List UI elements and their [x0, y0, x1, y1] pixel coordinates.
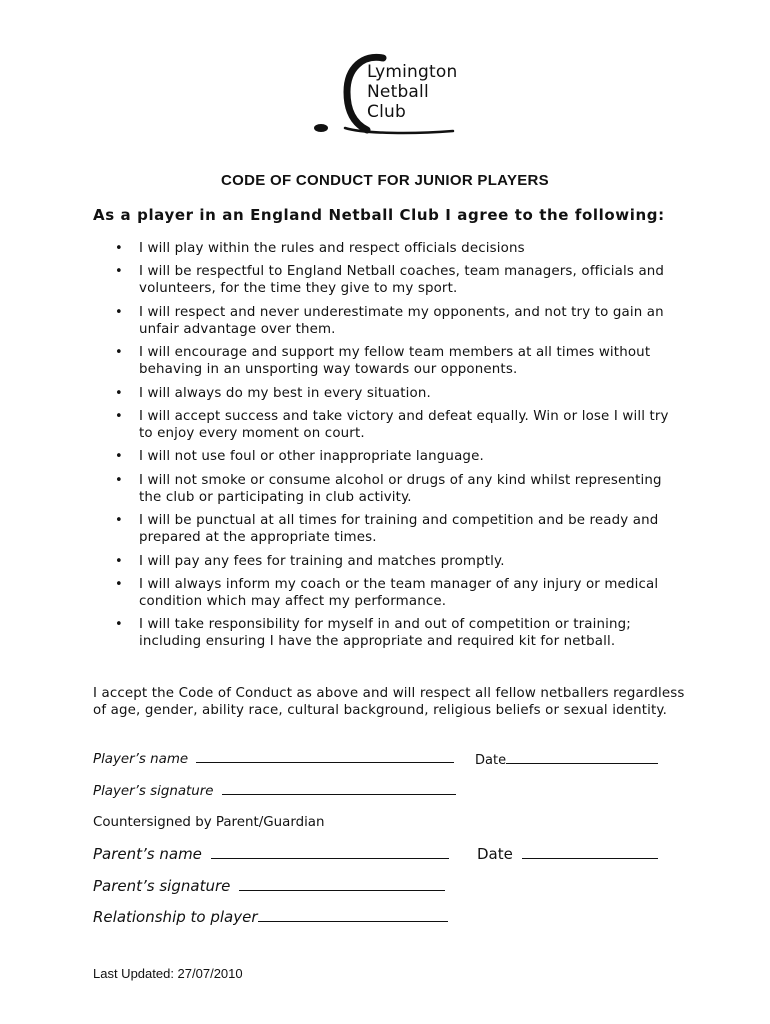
relationship-field[interactable] [258, 909, 448, 922]
parent-date-label: Date [477, 845, 513, 863]
player-date-label: Date [475, 753, 507, 768]
rules-list [110, 240, 680, 657]
parent-name-row [93, 845, 449, 863]
parent-signature-row [93, 877, 445, 895]
player-name-field[interactable] [196, 750, 454, 763]
parent-date-field[interactable] [522, 846, 658, 859]
document-title: CODE OF CONDUCT FOR JUNIOR PLAYERS [220, 172, 549, 189]
player-name-row [93, 750, 454, 767]
list-item: • I will take responsibility for myself in and out of competition or training; including ensuring I have the appropriate and required kit for netball. [110, 616, 680, 650]
list-item: • I will not smoke or consume alcohol or drugs of any kind whilst representing the club or participating in club activity. [110, 472, 680, 506]
intro-statement: As a player in an England Netball Club I agree to the following: [93, 206, 665, 224]
parent-date-row [477, 845, 658, 863]
list-item: • I will be respectful to England Netball coaches, team managers, officials and volunteers, for the time they give to my sport. [110, 263, 680, 297]
list-item: • I will accept success and take victory and defeat equally. Win or lose I will try to enjoy every moment on court. [110, 408, 680, 442]
parent-name-field[interactable] [211, 846, 449, 859]
list-item: • I will not use foul or other inappropriate language. [110, 448, 680, 465]
logo-text-line3: Club [367, 102, 406, 122]
player-date-row [475, 751, 658, 768]
player-signature-row [93, 782, 456, 799]
parent-name-label: Parent’s name [93, 845, 202, 863]
last-updated: Last Updated: 27/07/2010 [93, 966, 243, 981]
countersigned-label: Countersigned by Parent/Guardian [93, 815, 325, 830]
list-item: • I will always inform my coach or the team manager of any injury or medical condition which may affect my performance. [110, 576, 680, 610]
player-name-label: Player’s name [93, 752, 189, 767]
list-item: • I will encourage and support my fellow team members at all times without behaving in an unsporting way towards our opponents. [110, 344, 680, 378]
club-logo [305, 50, 475, 145]
parent-signature-field[interactable] [239, 878, 445, 891]
parent-signature-label: Parent’s signature [93, 877, 231, 895]
player-date-field[interactable] [506, 751, 658, 764]
player-signature-field[interactable] [222, 782, 456, 795]
list-item: • I will be punctual at all times for training and competition and be ready and prepared at the appropriate times. [110, 512, 680, 546]
logo-text-line2: Netball [367, 82, 429, 102]
relationship-label: Relationship to player [93, 908, 258, 926]
list-item: • I will always do my best in every situation. [110, 385, 680, 402]
player-signature-label: Player’s signature [93, 784, 214, 799]
list-item: • I will play within the rules and respect officials decisions [110, 240, 680, 257]
acceptance-paragraph: I accept the Code of Conduct as above and will respect all fellow netballers regardless of age, gender, ability race, cultural background, religious beliefs or sexual identity. [93, 686, 685, 718]
logo-text-line1: Lymington [367, 62, 458, 82]
list-item: • I will respect and never underestimate my opponents, and not try to gain an unfair advantage over them. [110, 304, 680, 338]
list-item: • I will pay any fees for training and matches promptly. [110, 553, 680, 570]
relationship-row [93, 908, 448, 926]
